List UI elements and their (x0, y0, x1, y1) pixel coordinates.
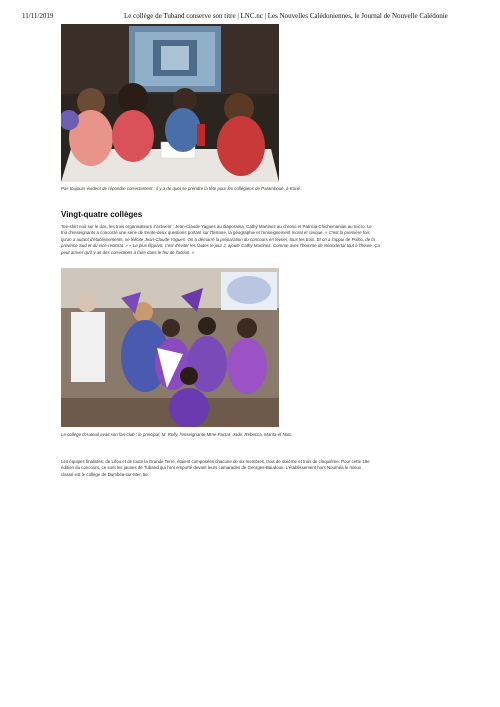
photo-fan-club-image (61, 268, 279, 427)
paragraph-finalists (61, 459, 439, 478)
header-date: 11/11/2019 (22, 12, 54, 20)
photo-students-quiz-image (61, 24, 279, 182)
paragraph-line: trio d'enseignants a concocté une série de trente-deux questions portant sur l'histoire, la géographie et l'enseignement moral et civique. « C'est la première fois (61, 230, 370, 236)
paragraph-line: édition du concours, ce sont les jaunes de Tuband qui l'ont emporté devant leurs camarades de Georges-Baudoux. L'établissement hors Nouméa le mieux (61, 465, 362, 471)
paragraph-line: classé est le collège de Dumbéa-sur-Mer, 5e. (61, 471, 150, 477)
page-header (0, 0, 500, 22)
photo-fan-club (61, 268, 279, 427)
section-heading: Vingt-quatre collèges (61, 210, 143, 219)
paragraph-line: qu'on a autant d'établissements, se félicite Jean-Claude Yagues. On a démarré la préparation du concours en février, tous les trois. Et on a l'appui de Poiho, de la (61, 236, 375, 242)
photo1-caption: Pas toujours évident de répondre correctement : il y a de quoi se prendre la tête pour les collégiens de Païamboué, à Koné. (61, 186, 302, 191)
paragraph-line: province Sud et du vice-rectorat. » « Le plus flippant, c'est d'éviter les fautes le jour J, ajoute Cathy Martinez. Comme avec l'homme de Néandertal tout à l'heure. Ça (61, 243, 380, 249)
header-title: Le collège de Tuband conserve son titre | LNC.nc | Les Nouvelles Calédoniennes, le Journal de Nouvelle Calédonie (124, 12, 448, 20)
paragraph-organizers (61, 224, 439, 256)
photo-students-quiz (61, 24, 279, 182)
photo2-caption: Le collège d'Auteuil avait son fan-club : le principal, M. Rolly, l'enseignante Mme Pactat, Jade, Rebecca, Marita et Noïc. (61, 432, 293, 437)
paragraph-line: Tee-shirt noir sur le dos, les trois organisateurs s'activent : Jean-Claude Yagues au diaporama, Cathy Martinez au chrono et Patricia Chichemanian au micro. Le (61, 224, 372, 229)
paragraph-line: Les équipes finalistes, de Lifou et de toute la Grande Terre, étaient composées chacune de six membres, trois de sixième et trois de cinquième. Pour cette 18e (61, 459, 370, 464)
paragraph-line: peut arriver qu'il y ait des corrections à faire dans le feu de l'action. » (61, 249, 195, 255)
